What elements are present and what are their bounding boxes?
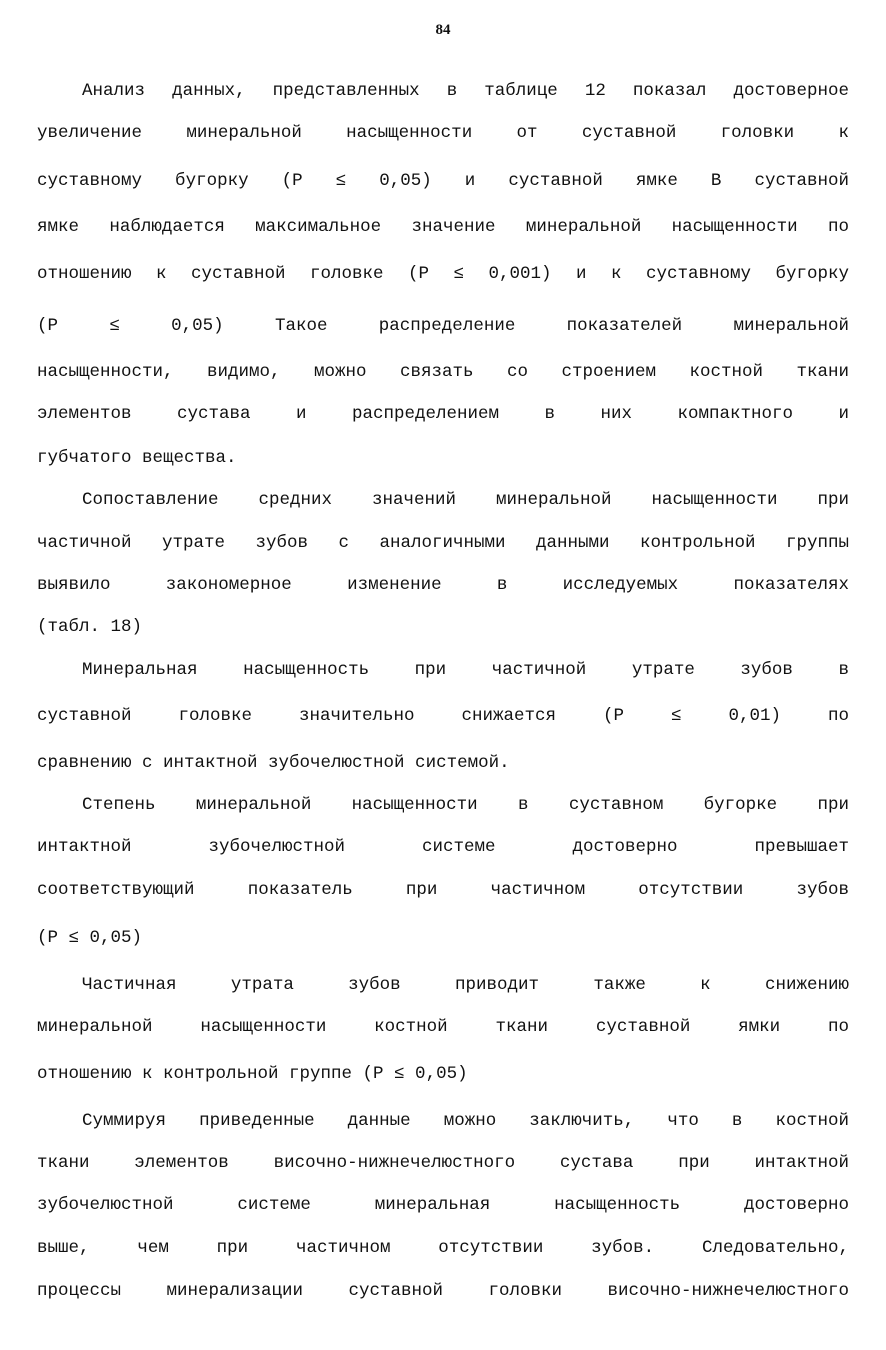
page-number: 84 [435, 22, 451, 38]
text-line: Минеральная насыщенность при частичной утрате зубов в [82, 660, 849, 680]
text-line: процессы минерализации суставной головки височно-нижнечелюстного [37, 1281, 849, 1301]
text-line: минеральной насыщенности костной ткани суставной ямки по [37, 1017, 849, 1037]
text-line: зубочелюстной системе минеральная насыщенность достоверно [37, 1195, 849, 1215]
text-line: суставному бугорку (P ≤ 0,05) и суставной ямке В суставной [37, 171, 849, 191]
text-line: (P ≤ 0,05) Такое распределение показателей минеральной [37, 316, 849, 336]
text-line: отношению к суставной головке (P ≤ 0,001) и к суставному бугорку [37, 264, 849, 284]
text-line: Суммируя приведенные данные можно заключить, что в костной [82, 1111, 849, 1131]
text-line: насыщенности, видимо, можно связать со строением костной ткани [37, 362, 849, 382]
text-line: Анализ данных, представленных в таблице 12 показал достоверное [82, 81, 849, 101]
text-line: выше, чем при частичном отсутствии зубов. Следовательно, [37, 1238, 849, 1258]
text-line: сравнению с интактной зубочелюстной системой. [37, 753, 510, 773]
text-line: элементов сустава и распределением в них компактного и [37, 404, 849, 424]
text-line: интактной зубочелюстной системе достоверно превышает [37, 837, 849, 857]
text-line: (P ≤ 0,05) [37, 928, 143, 948]
text-line: Частичная утрата зубов приводит также к снижению [82, 975, 849, 995]
text-line: частичной утрате зубов с аналогичными данными контрольной группы [37, 533, 849, 553]
text-line: Степень минеральной насыщенности в суставном бугорке при [82, 795, 849, 815]
text-line: (табл. 18) [37, 617, 143, 637]
text-line: отношению к контрольной группе (P ≤ 0,05) [37, 1064, 468, 1084]
text-line: ямке наблюдается максимальное значение минеральной насыщенности по [37, 217, 849, 237]
text-line: выявило закономерное изменение в исследуемых показателях [37, 575, 849, 595]
text-line: губчатого вещества. [37, 448, 237, 468]
text-line: увеличение минеральной насыщенности от суставной головки к [37, 123, 849, 143]
text-line: соответствующий показатель при частичном отсутствии зубов [37, 880, 849, 900]
text-line: суставной головке значительно снижается (P ≤ 0,01) по [37, 706, 849, 726]
text-line: ткани элементов височно-нижнечелюстного сустава при интактной [37, 1153, 849, 1173]
text-line: Сопоставление средних значений минеральной насыщенности при [82, 490, 849, 510]
